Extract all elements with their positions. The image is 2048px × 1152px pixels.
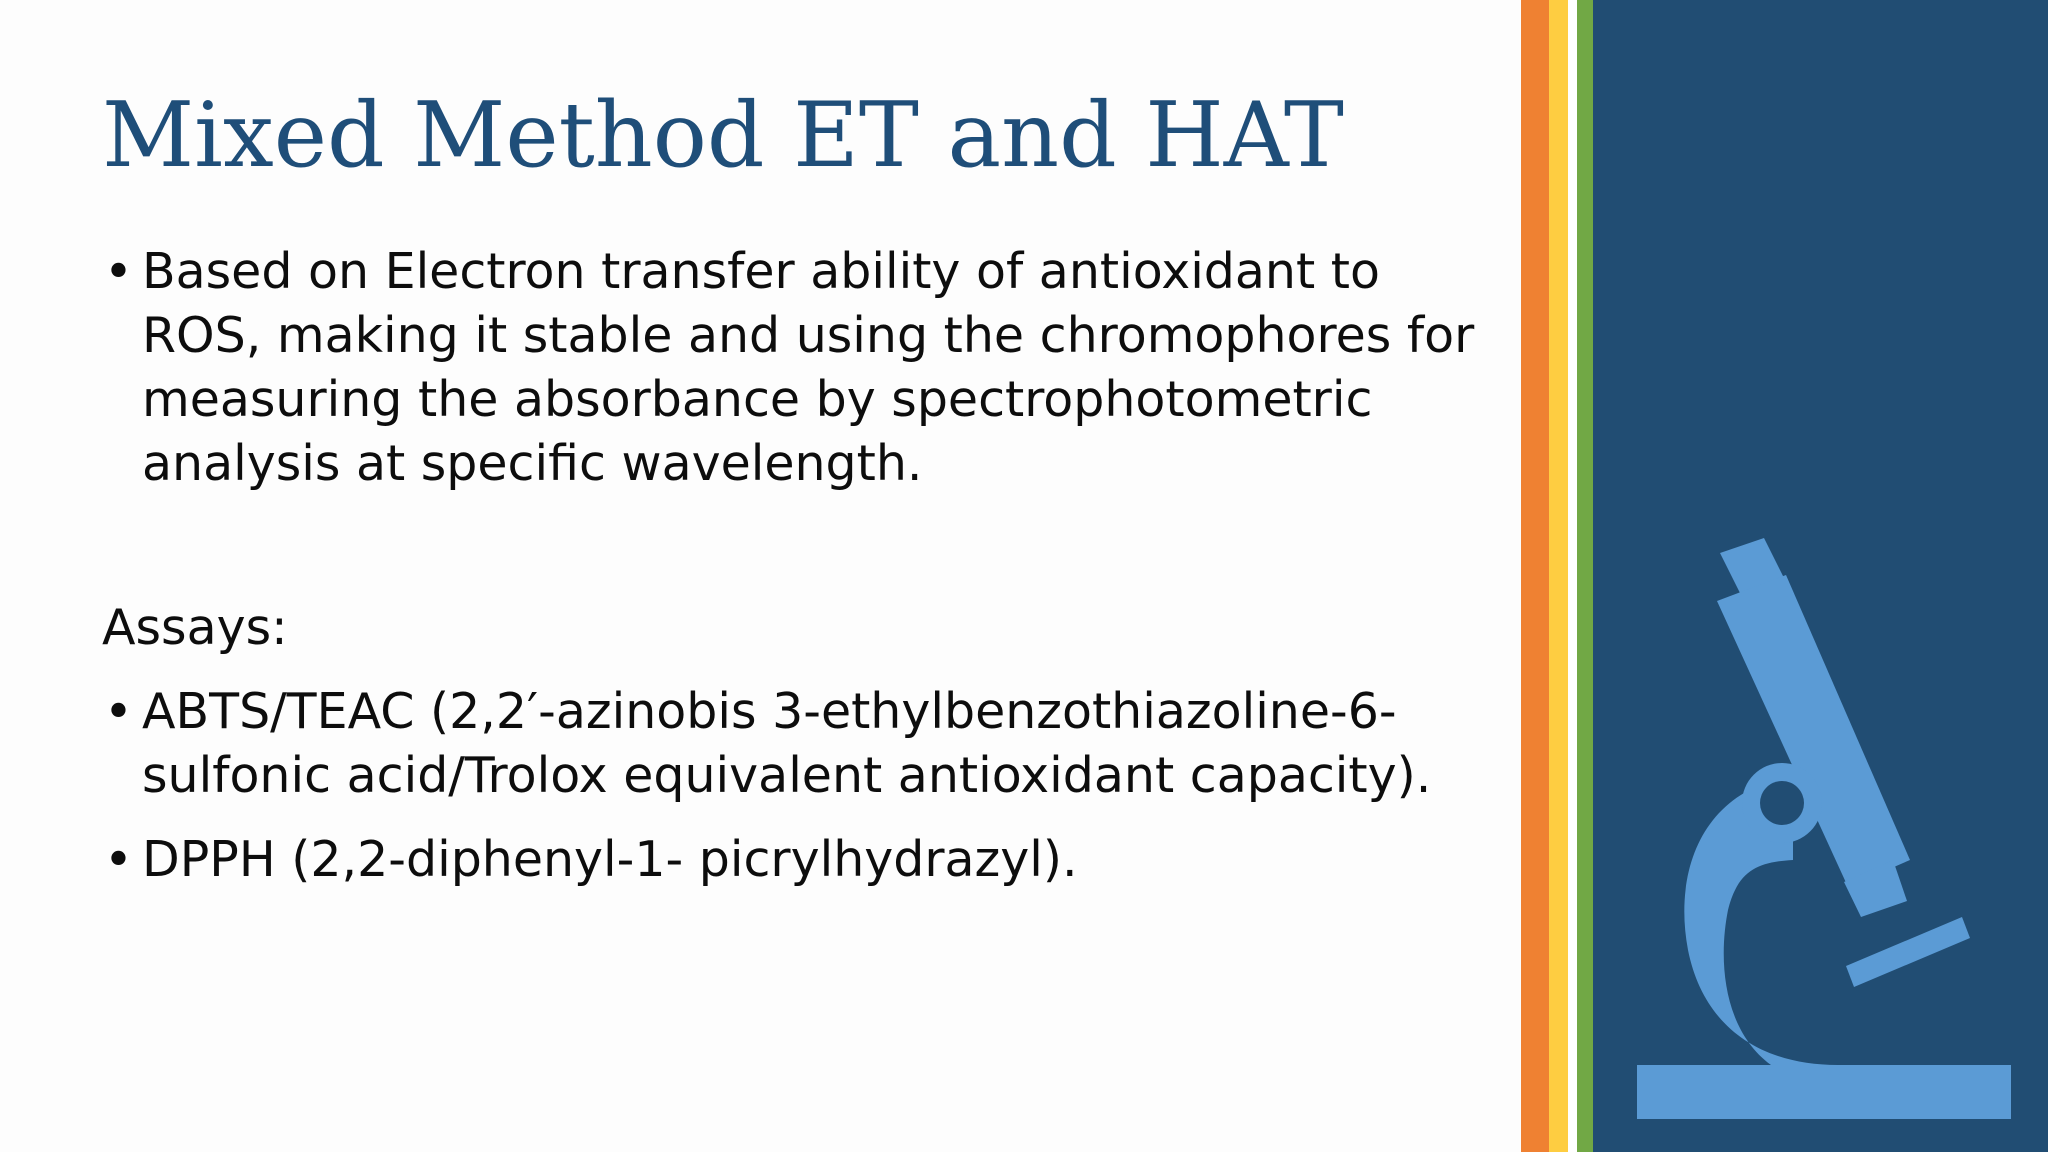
orange-stripe — [1521, 0, 1549, 1152]
bullet-item — [102, 240, 1502, 496]
bullet-dot: • — [104, 243, 133, 300]
bullet-item-dpph — [102, 828, 1502, 892]
bullet-item-abts — [102, 680, 1502, 808]
spacer — [102, 808, 1502, 828]
yellow-stripe — [1549, 0, 1568, 1152]
spacer — [102, 660, 1502, 680]
microscope-icon — [1593, 0, 2048, 1152]
bullet-line: Based on Electron transfer ability of antioxidant to — [142, 243, 1380, 300]
spacer — [102, 496, 1502, 596]
bullet-line: sulfonic acid/Trolox equivalent antioxidant capacity). — [142, 747, 1432, 804]
slide-title: Mixed Method ET and HAT — [102, 83, 1344, 188]
green-stripe — [1577, 0, 1593, 1152]
bullet-line: ABTS/TEAC (2,2′-azinobis 3-ethylbenzothiazoline-6- — [142, 683, 1397, 740]
white-stripe — [1568, 0, 1577, 1152]
bullet-line: ROS, making it stable and using the chromophores for — [142, 307, 1475, 364]
bullet-line: analysis at specific wavelength. — [142, 435, 923, 492]
slide-body — [102, 240, 1502, 892]
bullet-dot: • — [104, 831, 133, 888]
bullet-line: DPPH (2,2-diphenyl-1- picrylhydrazyl). — [142, 831, 1078, 888]
bullet-dot: • — [104, 683, 133, 740]
bullet-line: measuring the absorbance by spectrophotometric — [142, 371, 1373, 428]
assays-heading: Assays: — [102, 599, 288, 656]
